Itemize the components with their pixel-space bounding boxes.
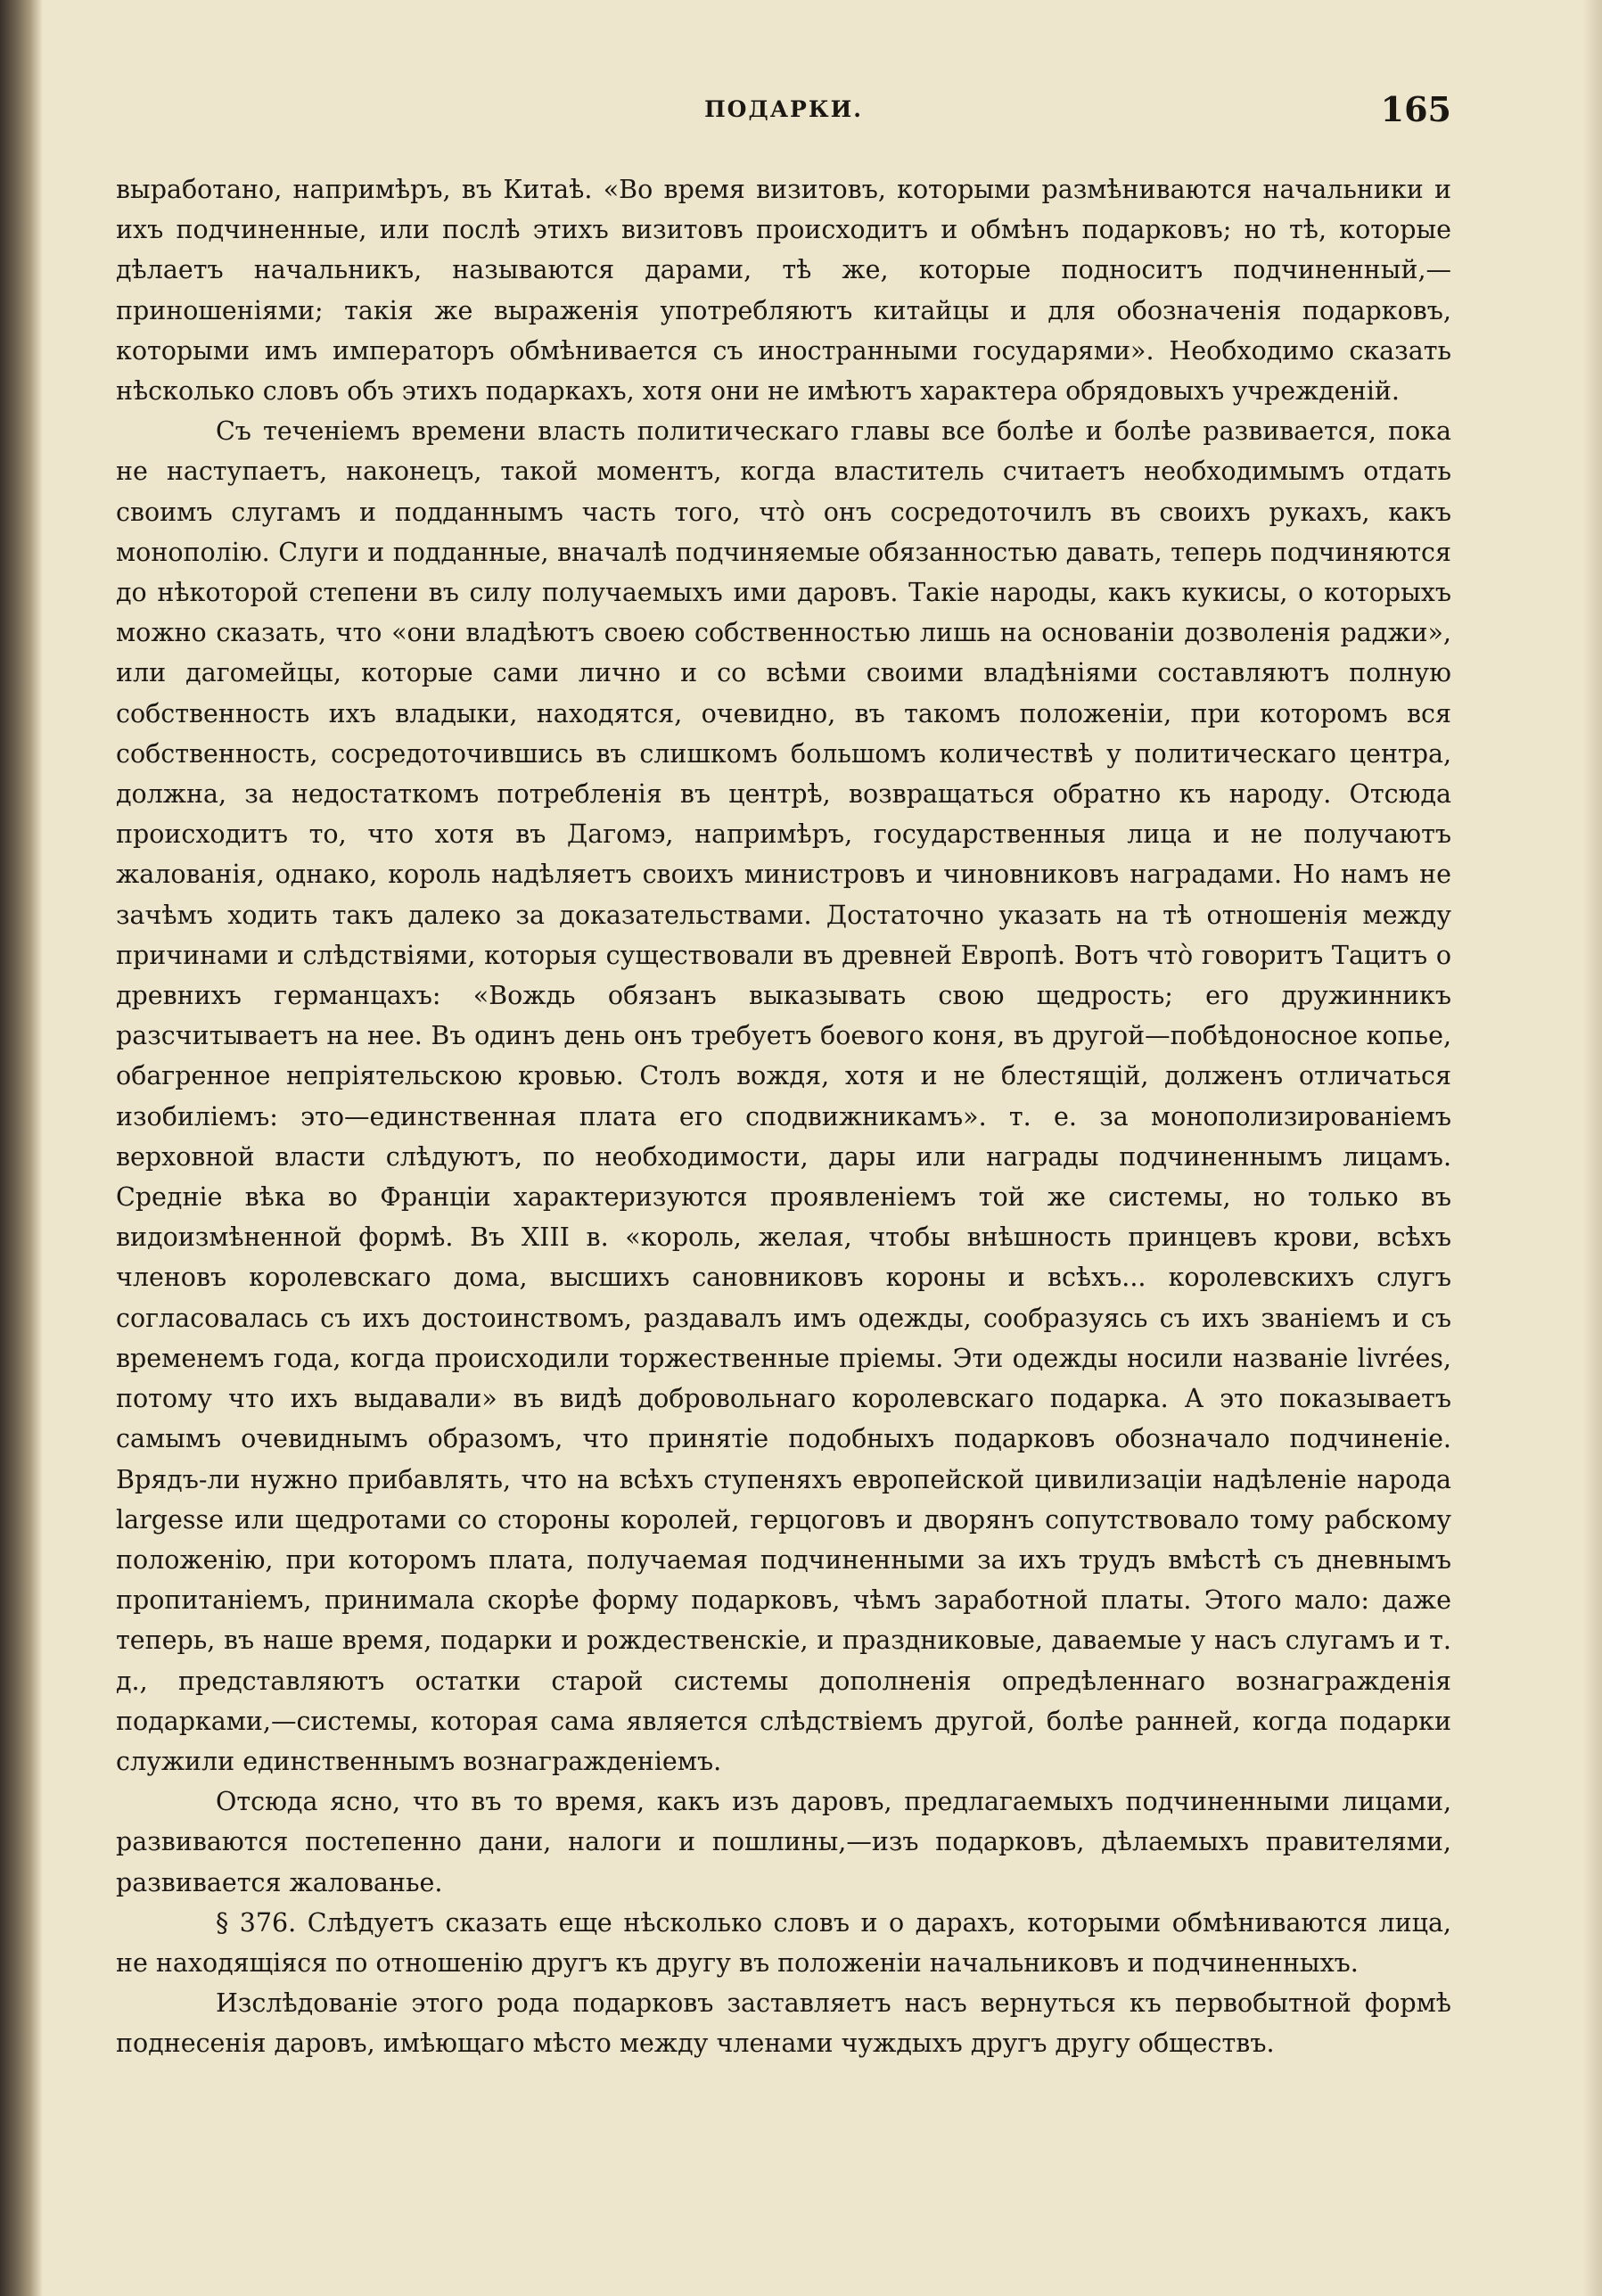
paragraph-conclusion: Отсюда ясно, что въ то время, какъ изъ даровъ, предлагаемыхъ подчиненными лицами, развиваются постепенно дани, налоги и пошлины,—изъ подарковъ, дѣлаемыхъ правителями, развивается жалованье. <box>116 1787 1451 1897</box>
running-title: ПОДАРКИ. <box>704 96 863 122</box>
paragraph-final: Изслѣдованіе этого рода подарковъ заставляетъ насъ вернуться къ первобытной формѣ поднесенія даровъ, имѣющаго мѣсто между членами чуждыхъ другъ другу обществъ. <box>116 1988 1451 2059</box>
paragraph-section-376: § 376. Слѣдуетъ сказать еще нѣсколько словъ и о дарахъ, которыми обмѣниваются лица, не находящіяся по отношенію другъ къ другу въ положеніи начальниковъ и подчиненныхъ. <box>116 1907 1451 1978</box>
paragraph-political-power: Съ теченіемъ времени власть политическаго главы все болѣе и болѣе развивается, пока не наступаетъ, наконецъ, такой моментъ, когда властитель считаетъ необходимымъ отдать своимъ слугамъ и подданнымъ часть того, что̀ онъ сосредоточилъ въ своихъ рукахъ, какъ монополію. Слуги и подданные, вначалѣ подчиняемые обязанностью давать, теперь подчиняются до нѣкоторой степени въ силу получаемыхъ ими даровъ. Такіе народы, какъ кукисы, о которыхъ можно сказать, что «они владѣютъ своею собственностью лишь на основаніи дозволенія раджи», или дагомейцы, которые сами лично и со всѣми своими владѣніями составляютъ полную собственность ихъ владыки, находятся, очевидно, въ такомъ положеніи, при которомъ вся собственность, сосредоточившись въ слишкомъ большомъ количествѣ у политическаго центра, должна, за недостаткомъ потребленія въ центрѣ, возвращаться обратно къ народу. Отсюда происходитъ то, что хотя въ Дагомэ, напримѣръ, государственныя лица и не получаютъ жалованія, однако, король надѣляетъ своихъ министровъ и чиновниковъ наградами. Но намъ не зачѣмъ ходить такъ далеко за доказательствами. Достаточно указать на тѣ отношенія между причинами и слѣдствіями, которыя существовали въ древней Европѣ. Вотъ что̀ говоритъ Тацитъ о древнихъ германцахъ: «Вождь обязанъ выказывать свою щедрость; его дружинникъ разсчитываетъ на нее. Въ одинъ день онъ требуетъ боевого коня, въ другой—побѣдоносное копье, обагренное непріятельскою кровью. Столъ вождя, хотя и не блестящій, долженъ отличаться изобиліемъ: это—единственная плата его сподвижникамъ». т. е. за монополизированіемъ верховной власти слѣдуютъ, по необходимости, дары или награды подчиненнымъ лицамъ. Средніе вѣка во Франціи характеризуются проявленіемъ той же системы, но только въ видоизмѣненной формѣ. Въ XIII в. «король, желая, чтобы внѣшность принцевъ крови, всѣхъ членовъ королевскаго дома, высшихъ сановниковъ короны и всѣхъ... королевскихъ слугъ согласовалась съ ихъ достоинствомъ, раздавалъ имъ одежды, сообразуясь съ ихъ званіемъ и съ временемъ года, когда происходили торжественные пріемы. Эти одежды носили названіе livrées, потому что ихъ выдавали» въ видѣ добровольнаго королевскаго подарка. А это показываетъ самымъ очевиднымъ образомъ, что принятіе подобныхъ подарковъ обозначало подчиненіе. Врядъ-ли нужно прибавлять, что на всѣхъ ступеняхъ европейской цивилизаціи надѣленіе народа largesse или щедротами со стороны королей, герцоговъ и дворянъ сопутствовало тому рабскому положенію, при которомъ плата, получаемая подчиненными за ихъ трудъ вмѣстѣ съ дневнымъ пропитаніемъ, принимала скорѣе форму подарковъ, чѣмъ заработной платы. Этого мало: даже теперь, въ наше время, подарки и рождественскіе, и праздниковые, даваемые у насъ слугамъ и т. д., представляютъ остатки старой системы дополненія опредѣленнаго вознагражденія подарками,—системы, которая сама является слѣдствіемъ другой, болѣе ранней, когда подарки служили единственнымъ вознагражденіемъ. <box>116 416 1451 1776</box>
running-head <box>116 89 1451 143</box>
paragraph-continuation: выработано, напримѣръ, въ Китаѣ. «Во время визитовъ, которыми размѣниваются начальники и ихъ подчиненные, или послѣ этихъ визитовъ происходитъ и обмѣнъ подарковъ; но тѣ, которые дѣлаетъ начальникъ, называются дарами, тѣ же, которые подноситъ подчиненный,—приношеніями; такія же выраженія употребляютъ китайцы и для обозначенія подарковъ, которыми имъ императоръ обмѣнивается съ иностранными государями». Необходимо сказать нѣсколько словъ объ этихъ подаркахъ, хотя они не имѣютъ характера обрядовыхъ учрежденій. <box>116 175 1451 407</box>
text-body <box>116 169 1451 2064</box>
page-edge <box>1582 0 1602 2296</box>
book-binding-shadow <box>0 0 43 2296</box>
page-number: 165 <box>1380 89 1451 129</box>
